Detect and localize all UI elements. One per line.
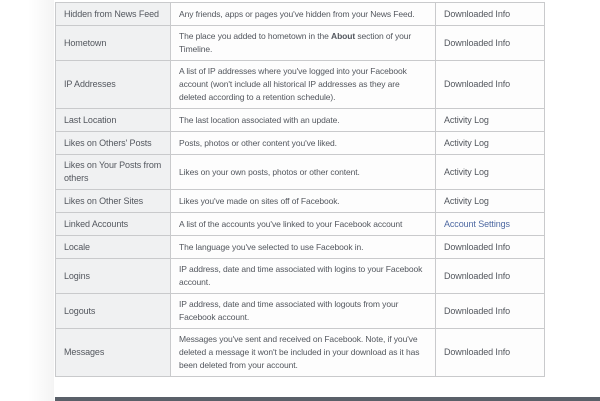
table-row [56, 329, 544, 377]
row-description-cell [171, 109, 436, 131]
row-location-label: Downloaded Info [444, 241, 511, 252]
table-row [56, 61, 544, 109]
row-description-text: The language you've selected to use Facebook in. [179, 241, 364, 252]
table-row [56, 109, 544, 132]
row-location-label: Activity Log [444, 195, 489, 206]
row-description-cell [171, 132, 436, 154]
row-location-label: Downloaded Info [444, 8, 511, 19]
row-location-cell [436, 236, 544, 258]
row-name-cell [56, 213, 171, 235]
row-location-cell [436, 109, 544, 131]
row-location-label: Downloaded Info [444, 79, 511, 89]
row-location-cell [436, 26, 544, 60]
row-name-cell [56, 3, 171, 25]
row-description-cell [171, 61, 436, 108]
row-name-label: IP Addresses [64, 79, 116, 89]
table-row [56, 155, 544, 190]
table-row [56, 213, 544, 236]
row-description-cell [171, 259, 436, 293]
row-name-label: Hidden from News Feed [64, 8, 159, 19]
row-name-label: Linked Accounts [64, 218, 129, 229]
row-location-cell [436, 190, 544, 212]
row-location-cell [436, 329, 544, 376]
row-description-cell [171, 190, 436, 212]
row-name-cell [56, 26, 171, 60]
row-description-text: A list of IP addresses where you've logged into your Facebook account (won't include all historical IP addresses as they are deleted according to a retention schedule). [179, 66, 407, 102]
row-description-text: IP address, date and time associated with logouts from your Facebook account. [179, 299, 399, 322]
row-location-label[interactable]: Account Settings [444, 218, 510, 229]
row-description-text: Likes you've made on sites off of Facebook. [179, 195, 340, 206]
row-name-cell [56, 329, 171, 376]
row-name-label: Likes on Your Posts from others [64, 160, 162, 183]
row-name-cell [56, 155, 171, 189]
row-location-label: Activity Log [444, 137, 489, 148]
account-settings-link[interactable] [436, 213, 544, 235]
row-description-cell [171, 329, 436, 376]
row-name-label: Locale [64, 241, 90, 252]
row-location-cell [436, 3, 544, 25]
row-name-cell [56, 61, 171, 108]
row-location-label: Activity Log [444, 166, 489, 177]
row-location-label: Downloaded Info [444, 305, 511, 316]
row-location-cell [436, 294, 544, 328]
row-name-label: Logouts [64, 305, 96, 316]
row-location-cell [436, 155, 544, 189]
row-location-label: Downloaded Info [444, 270, 511, 281]
row-name-cell [56, 109, 171, 131]
row-name-label: Hometown [64, 37, 107, 48]
table-row [56, 26, 544, 61]
row-location-cell [436, 61, 544, 108]
row-description-text: The place you added to hometown in the About section of your Timeline. [179, 31, 412, 54]
row-name-cell [56, 132, 171, 154]
row-description-text: A list of the accounts you've linked to your Facebook account [179, 218, 403, 229]
table-row [56, 190, 544, 213]
row-name-label: Likes on Other Sites [64, 195, 144, 206]
row-description-text: IP address, date and time associated with logins to your Facebook account. [179, 264, 423, 287]
table-row [56, 259, 544, 294]
row-description-cell [171, 155, 436, 189]
row-location-label: Activity Log [444, 114, 489, 125]
row-description-text: The last location associated with an update. [179, 114, 340, 125]
row-name-label: Likes on Others' Posts [64, 137, 152, 148]
row-location-label: Downloaded Info [444, 37, 511, 48]
row-description-text: Messages you've sent and received on Facebook. Note, if you've deleted a message it won't be included in your download as it has been deleted from your account. [179, 334, 420, 370]
row-name-label: Last Location [64, 114, 117, 125]
row-name-cell [56, 259, 171, 293]
row-location-label: Downloaded Info [444, 347, 511, 357]
table-row [56, 132, 544, 155]
bottom-bar [55, 397, 600, 401]
row-description-text: Likes on your own posts, photos or other content. [179, 166, 360, 177]
row-location-cell [436, 259, 544, 293]
row-description-text: Any friends, apps or pages you've hidden from your News Feed. [179, 8, 415, 19]
row-description-cell [171, 26, 436, 60]
row-name-label: Messages [64, 347, 105, 357]
row-description-cell [171, 3, 436, 25]
data-categories-table [55, 2, 545, 377]
row-name-cell [56, 236, 171, 258]
row-name-cell [56, 190, 171, 212]
row-name-cell [56, 294, 171, 328]
row-name-label: Logins [64, 270, 90, 281]
table-row [56, 3, 544, 26]
row-location-cell [436, 132, 544, 154]
row-description-text: Posts, photos or other content you've liked. [179, 137, 337, 148]
page-left-shade [28, 0, 54, 401]
table-row [56, 294, 544, 329]
row-description-cell [171, 213, 436, 235]
row-description-cell [171, 294, 436, 328]
row-description-cell [171, 236, 436, 258]
table-row [56, 236, 544, 259]
